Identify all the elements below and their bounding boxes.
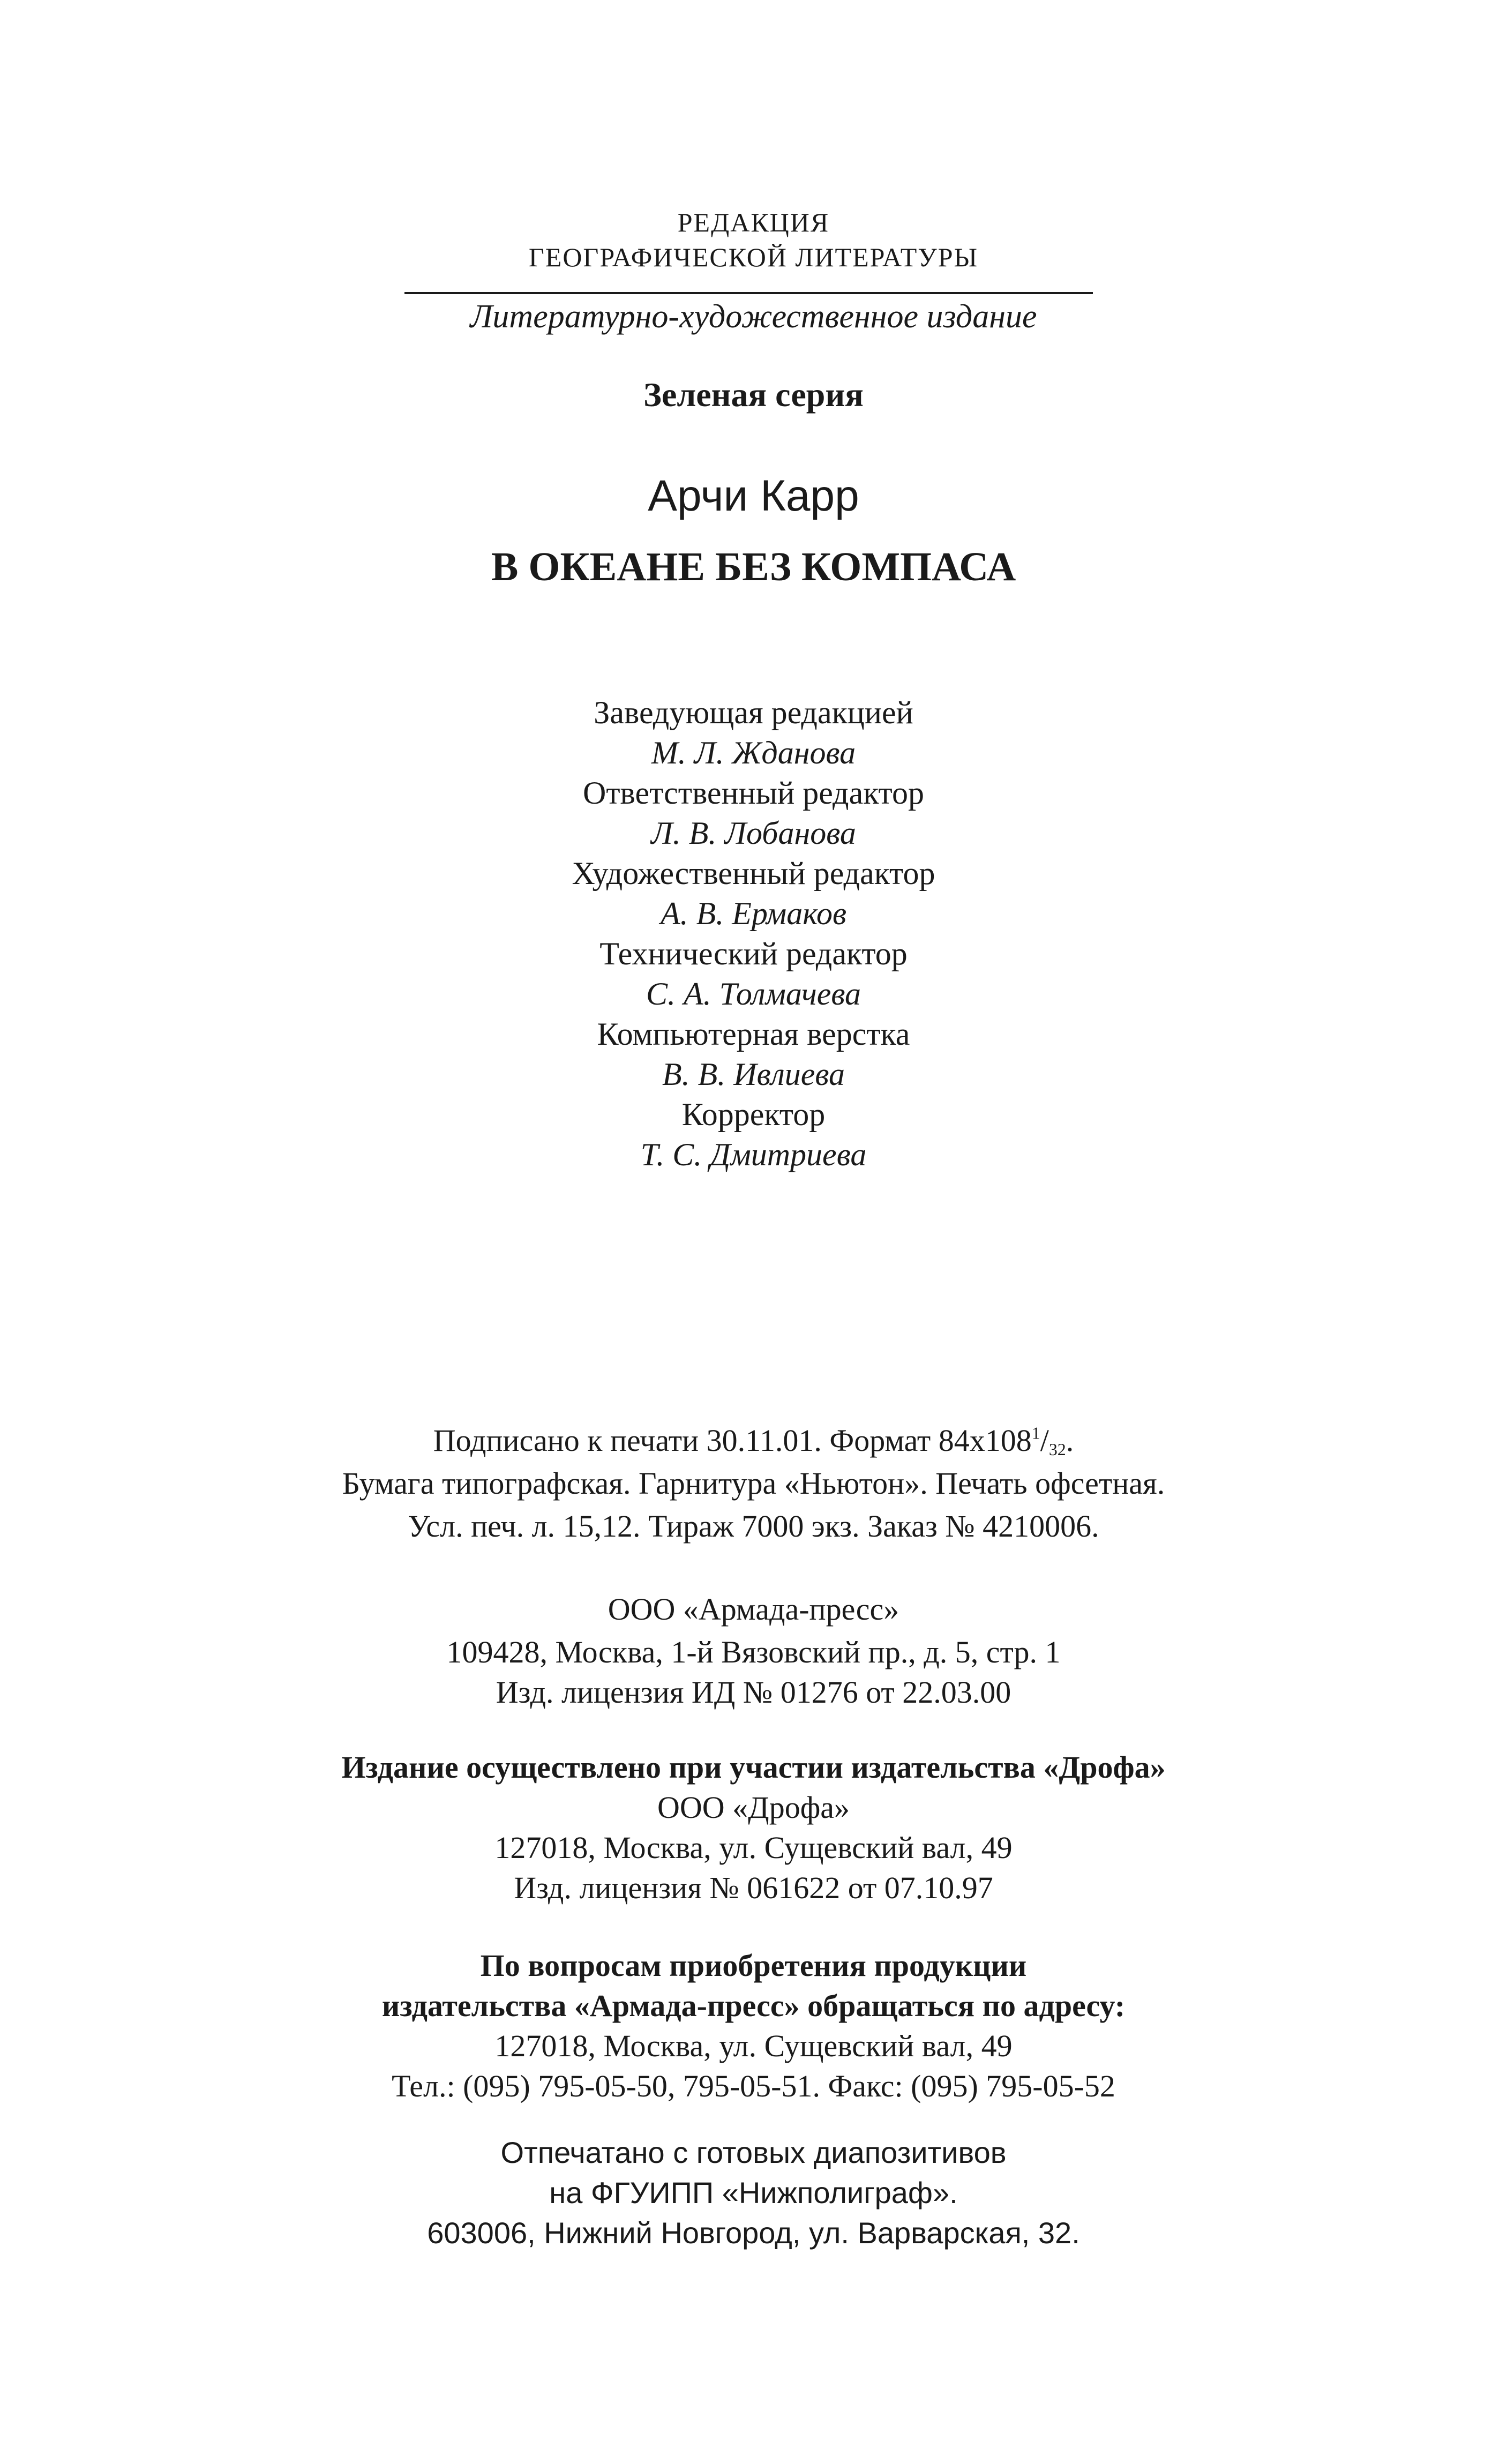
contacts-line1: По вопросам приобретения продукции <box>480 1948 1027 1983</box>
partner-address: 127018, Москва, ул. Сущевский вал, 49 <box>494 1830 1013 1865</box>
printer-line1: Отпечатано с готовых диапозитивов <box>500 2136 1007 2169</box>
format-fraction-denominator: 32 <box>1048 1440 1066 1459</box>
credit-name: М. Л. Жданова <box>651 735 856 770</box>
credit-name: В. В. Ивлиева <box>662 1057 845 1092</box>
contacts-address: 127018, Москва, ул. Сущевский вал, 49 <box>494 2028 1013 2063</box>
imprint-paper-line: Бумага типографская. Гарнитура «Ньютон». Печать офсетная. <box>342 1466 1165 1501</box>
imprint-signed-end: . <box>1066 1423 1074 1458</box>
imprint-print-run-line: Усл. печ. л. 15,12. Тираж 7000 экз. Заказ № 4210006. <box>408 1509 1099 1544</box>
printer-line2: на ФГУИПП «Нижполиграф». <box>549 2176 958 2210</box>
book-title: В ОКЕАНЕ БЕЗ КОМПАСА <box>491 544 1016 589</box>
author-name: Арчи Карр <box>648 471 859 520</box>
contacts-phones: Тел.: (095) 795-05-50, 795-05-51. Факс: (095) 795-05-52 <box>392 2069 1115 2103</box>
credit-name: С. А. Толмачева <box>646 976 861 1012</box>
publisher-address: 109428, Москва, 1-й Вязовский пр., д. 5, стр. 1 <box>446 1635 1061 1669</box>
imprint-signed-line: Подписано к печати 30.11.01. Формат $84x108^1/_{32}$. <box>433 1423 1074 1459</box>
edition-type: Литературно-художественное издание <box>470 298 1037 335</box>
series-name: Зеленая серия <box>643 376 864 414</box>
credit-role: Ответственный редактор <box>582 775 924 811</box>
format-fraction-numerator: 1 <box>1031 1424 1040 1443</box>
credit-name: Т. С. Дмитриева <box>640 1137 867 1172</box>
imprint-signed-text: Подписано к печати 30.11.01. Формат 84x108 <box>433 1423 1032 1458</box>
credit-role: Корректор <box>681 1097 826 1132</box>
credit-role: Заведующая редакцией <box>594 695 913 730</box>
credit-name: Л. В. Лобанова <box>651 815 856 851</box>
partner-license: Изд. лицензия № 061622 от 07.10.97 <box>514 1870 993 1905</box>
credit-role: Компьютерная верстка <box>597 1016 910 1052</box>
publisher-license: Изд. лицензия ИД № 01276 от 22.03.00 <box>496 1675 1011 1710</box>
credit-name: А. В. Ермаков <box>660 896 847 931</box>
editorial-office-line1: РЕДАКЦИЯ <box>677 207 830 237</box>
printer-line3: 603006, Нижний Новгород, ул. Варварская, 32. <box>427 2216 1080 2250</box>
publisher-name: ООО «Армада-пресс» <box>608 1592 899 1627</box>
credit-role: Художественный редактор <box>572 856 935 891</box>
partner-name: ООО «Дрофа» <box>657 1790 850 1825</box>
header-rule <box>404 292 1093 294</box>
credit-role: Технический редактор <box>599 936 908 971</box>
contacts-line2: издательства «Армада-пресс» обращаться по адресу: <box>381 1988 1126 2023</box>
partner-note: Издание осуществлено при участии издательства «Дрофа» <box>341 1750 1166 1785</box>
editorial-office-line2: ГЕОГРАФИЧЕСКОЙ ЛИТЕРАТУРЫ <box>528 242 979 272</box>
